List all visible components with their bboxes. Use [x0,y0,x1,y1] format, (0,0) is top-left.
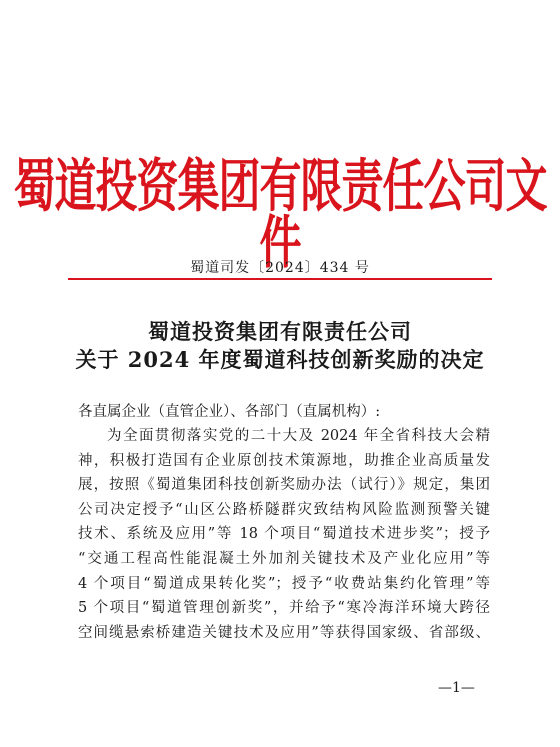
page-number: —1— [438,680,475,696]
salutation: 各直属企业（直管企业）、各部门（直属机构）: [78,404,381,420]
body-line: 空间缆悬索桥建造关键技术及应用”等获得国家级、省部级、 [78,624,490,641]
body-line: 4 个项目“蜀道成果转化奖”；授予“收费站集约化管理”等 [78,575,490,592]
body-line: 为全面贯彻落实党的二十大及 2024 年全省科技大会精 [107,428,490,444]
body-paragraph [78,424,490,645]
body-line: 技术、系统及应用”等 18 个项目“蜀道技术进步奖”；授予 [78,526,490,543]
body-line: “交通工程高性能混凝土外加剂关键技术及产业化应用”等 [78,550,490,567]
document-title-line-2: 关于 2024 年度蜀道科技创新奖励的决定 [75,347,485,372]
body-line: 5 个项目“蜀道管理创新奖”，并给予“寒冷海洋环境大跨径 [78,600,490,617]
body-line: 神，积极打造国有企业原创技术策源地，助推企业高质量发 [78,452,490,469]
red-separator-line [68,278,492,280]
issuer-banner: 蜀道投资集团有限责任公司文件 [13,152,547,276]
body-line: 公司决定授予“山区公路桥隧群灾致结构风险监测预警关键 [78,501,490,518]
document-number: 蜀道司发〔2024〕434 号 [190,260,370,276]
document-title-line-1: 蜀道投资集团有限责任公司 [148,319,412,344]
body-line: 展，按照《蜀道集团科技创新奖励办法（试行）》规定，集团 [78,477,490,494]
